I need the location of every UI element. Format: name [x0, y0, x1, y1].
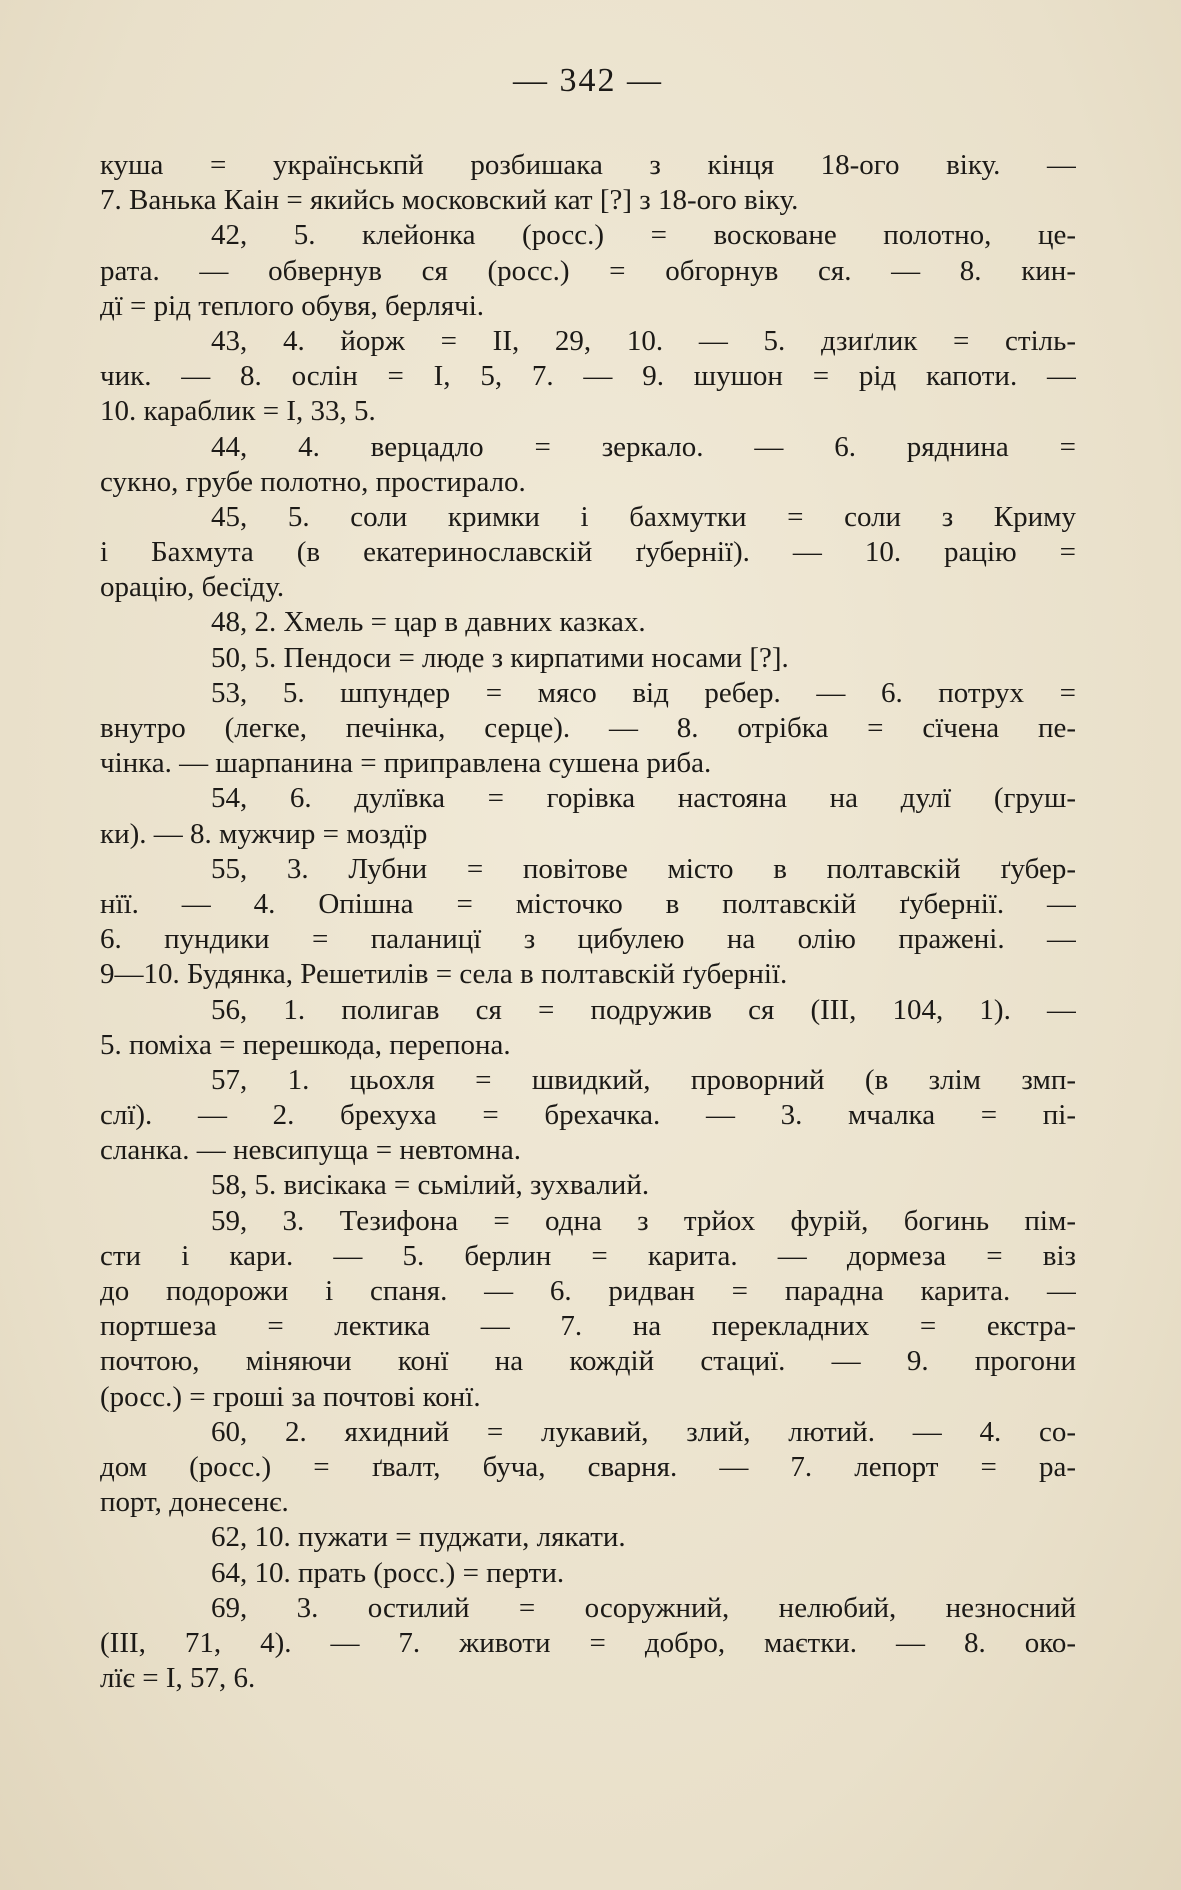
text-line: (росс.) = гроші за почтові конї.: [100, 1380, 481, 1413]
text-line: дї = рід теплого обувя, берлячі.: [100, 289, 485, 322]
text-line: куша = українськпй розбишака з кінця 18-ого віку. —: [100, 149, 1076, 181]
text-line: (III, 71, 4). — 7. животи = добро, маєтки. — 8. око-: [100, 1626, 1076, 1659]
text-line: лїє = I, 57, 6.: [100, 1662, 256, 1695]
text-line: 64, 10. прать (росс.) = перти.: [211, 1556, 565, 1589]
text-line: сти і кари. — 5. берлин = карита. — дормеза = віз: [100, 1239, 1076, 1272]
page-number: — 342 —: [513, 62, 663, 99]
text-line: 57, 1. цьохля = швидкий, проворний (в злім змп-: [211, 1063, 1076, 1096]
text-line: 55, 3. Лубни = повітове місто в полтавскій ґубер-: [211, 852, 1076, 885]
text-line: 54, 6. дулївка = горівка настояна на дулї (груш-: [211, 782, 1076, 815]
text-line: сукно, грубе полотно, простирало.: [100, 465, 526, 498]
text-line: 45, 5. соли кримки і бахмутки = соли з Криму: [211, 500, 1076, 533]
text-line: 62, 10. пужати = пуджати, лякати.: [211, 1521, 626, 1554]
text-line: 59, 3. Тезифона = одна з трйох фурій, богинь пім-: [211, 1204, 1076, 1237]
text-line: слї). — 2. брехуха = брехачка. — 3. мчалка = пі-: [100, 1099, 1076, 1132]
text-line: 69, 3. остилий = осоружний, нелюбий, незносний: [211, 1591, 1076, 1624]
glossary-text: [100, 148, 1076, 1696]
text-line: дом (росс.) = ґвалт, буча, сварня. — 7. лепорт = ра-: [100, 1450, 1076, 1483]
text-line: почтою, міняючи конї на кождій стациї. — 9. прогони: [100, 1345, 1076, 1378]
text-line: рата. — обвернув ся (росс.) = обгорнув ся. — 8. кин-: [100, 254, 1076, 287]
text-line: портшеза = лектика — 7. на перекладних = екстра-: [100, 1310, 1076, 1343]
text-line: 58, 5. висікака = сьмілий, зухвалий.: [211, 1169, 650, 1202]
text-line: 10. караблик = I, 33, 5.: [100, 395, 376, 428]
text-line: 60, 2. яхидний = лукавий, злий, лютий. — 4. со-: [211, 1415, 1076, 1448]
text-line: 43, 4. йорж = II, 29, 10. — 5. дзиґлик = стіль-: [211, 324, 1076, 357]
text-line: чик. — 8. ослін = I, 5, 7. — 9. шушон = рід капоти. —: [100, 360, 1076, 393]
text-line: ки). — 8. мужчир = моздїр: [100, 817, 428, 850]
text-line: 56, 1. полигав ся = подружив ся (III, 104, 1). —: [211, 993, 1076, 1026]
text-line: 6. пундики = паланицї з цибулею на олію пражені. —: [100, 923, 1076, 956]
text-line: сланка. — невсипуща = невтомна.: [100, 1134, 521, 1167]
text-line: 42, 5. клейонка (росс.) = восковане полотно, це-: [211, 219, 1076, 252]
text-line: 9—10. Будянка, Решетилів = села в полтавскій ґубернії.: [100, 958, 788, 991]
text-line: чінка. — шарпанина = приправлена сушена риба.: [100, 747, 712, 780]
text-line: 53, 5. шпундер = мясо від ребер. — 6. потрух =: [211, 676, 1076, 709]
text-line: 48, 2. Хмель = цар в давних казках.: [211, 606, 646, 639]
text-line: 7. Ванька Каін = якийсь московский кат [?] з 18-ого віку.: [100, 184, 799, 217]
text-line: 50, 5. Пендоси = люде з кирпатими носами [?].: [211, 641, 789, 674]
text-line: і Бахмута (в екатеринославскій ґубернії). — 10. рацію =: [100, 536, 1076, 569]
text-line: нїї. — 4. Опішна = місточко в полтавскій ґубернії. —: [100, 887, 1076, 920]
text-line: внутро (легке, печінка, серце). — 8. отрібка = сїчена пе-: [100, 712, 1076, 744]
text-line: до подорожи і спаня. — 6. ридван = парадна карита. —: [100, 1275, 1076, 1307]
text-line: 5. поміха = перешкода, перепона.: [100, 1028, 511, 1061]
text-line: порт, донесенє.: [100, 1486, 289, 1519]
text-line: 44, 4. верцадло = зеркало. — 6. ряднина =: [211, 430, 1076, 463]
text-line: орацію, бесїду.: [100, 571, 285, 604]
